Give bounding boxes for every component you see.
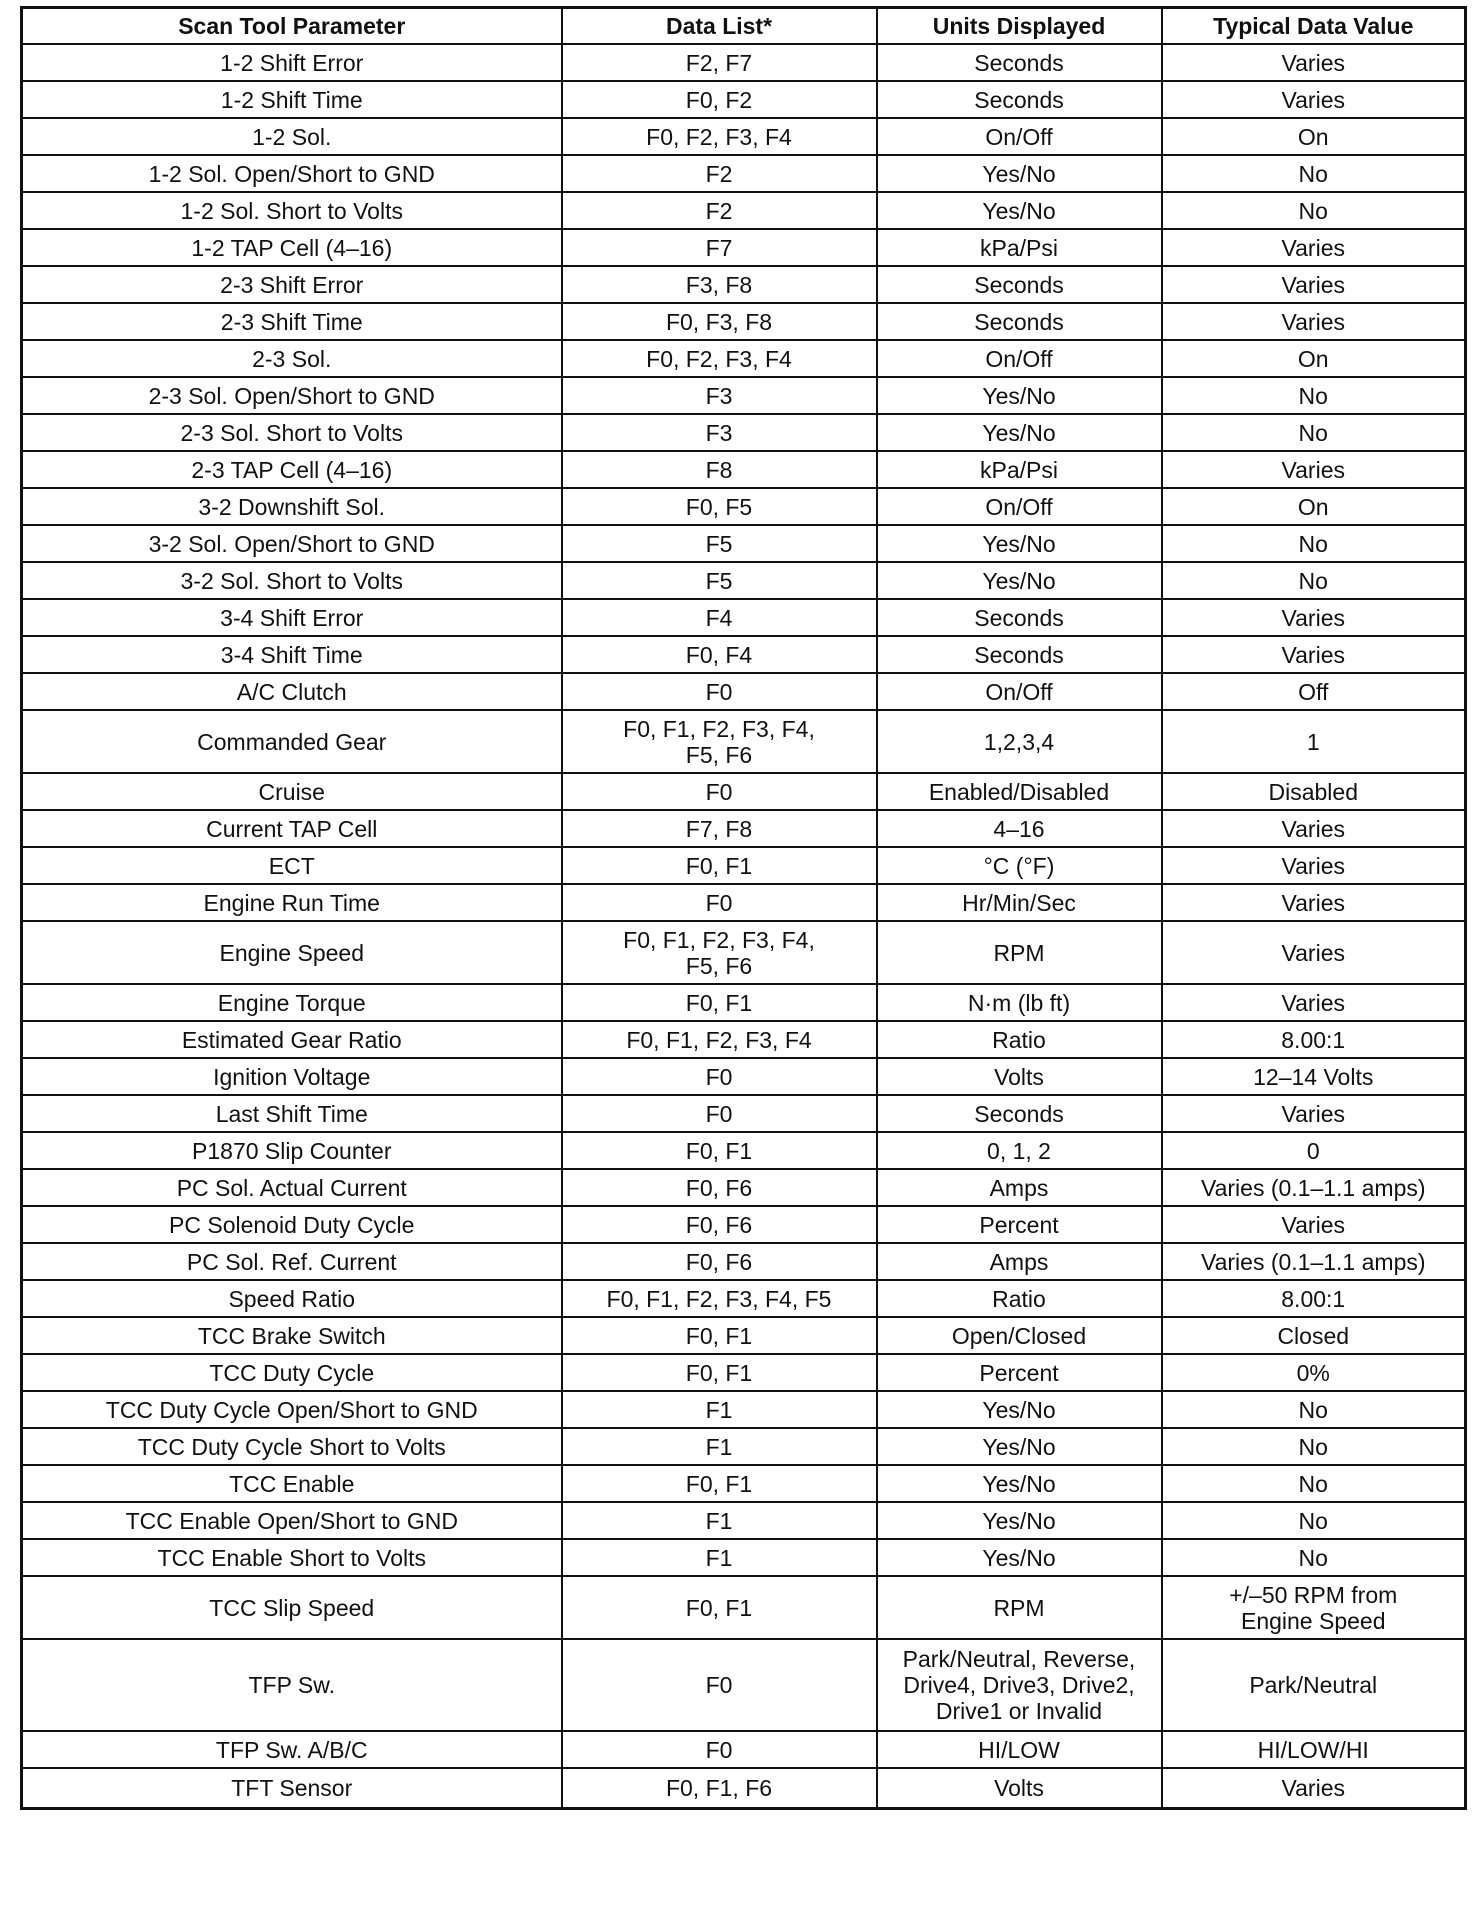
data-list-cell: F0 [562, 1731, 877, 1768]
table-row [22, 921, 1466, 984]
typical-value-cell: 8.00:1 [1162, 1021, 1466, 1058]
units-cell: Seconds [877, 303, 1162, 340]
data-list-cell: F3, F8 [562, 266, 877, 303]
typical-value-cell: +/–50 RPM from Engine Speed [1162, 1576, 1466, 1639]
parameter-cell: TCC Brake Switch [22, 1317, 562, 1354]
table-row [22, 414, 1466, 451]
units-cell: Yes/No [877, 1539, 1162, 1576]
data-list-cell: F1 [562, 1391, 877, 1428]
units-cell: 4–16 [877, 810, 1162, 847]
table-row [22, 810, 1466, 847]
typical-value-cell: On [1162, 488, 1466, 525]
parameter-cell: TFT Sensor [22, 1768, 562, 1809]
parameter-cell: 3-2 Sol. Short to Volts [22, 562, 562, 599]
units-cell: Yes/No [877, 155, 1162, 192]
table-row [22, 1428, 1466, 1465]
typical-value-cell: Varies [1162, 81, 1466, 118]
units-cell: Amps [877, 1243, 1162, 1280]
typical-value-cell: No [1162, 1391, 1466, 1428]
table-row [22, 192, 1466, 229]
table-row [22, 488, 1466, 525]
typical-value-cell: No [1162, 1539, 1466, 1576]
parameter-cell: 1-2 Shift Time [22, 81, 562, 118]
parameter-cell: TCC Slip Speed [22, 1576, 562, 1639]
data-list-cell: F5 [562, 562, 877, 599]
units-cell: Enabled/Disabled [877, 773, 1162, 810]
data-list-cell: F0, F6 [562, 1206, 877, 1243]
data-list-cell: F1 [562, 1428, 877, 1465]
parameter-cell: 3-4 Shift Error [22, 599, 562, 636]
typical-value-cell: Varies (0.1–1.1 amps) [1162, 1243, 1466, 1280]
table-row [22, 1206, 1466, 1243]
table-row [22, 1095, 1466, 1132]
table-row [22, 1502, 1466, 1539]
units-cell: Yes/No [877, 1502, 1162, 1539]
typical-value-cell: No [1162, 155, 1466, 192]
data-list-cell: F0, F1 [562, 1354, 877, 1391]
table-row [22, 451, 1466, 488]
data-list-cell: F0, F1 [562, 984, 877, 1021]
typical-value-cell: Varies [1162, 303, 1466, 340]
units-cell: Hr/Min/Sec [877, 884, 1162, 921]
typical-value-cell: No [1162, 192, 1466, 229]
table-row [22, 1021, 1466, 1058]
typical-value-cell: Varies [1162, 1095, 1466, 1132]
table-row [22, 1639, 1466, 1731]
data-list-cell: F0, F1, F6 [562, 1768, 877, 1809]
parameter-cell: Ignition Voltage [22, 1058, 562, 1095]
typical-value-cell: 0% [1162, 1354, 1466, 1391]
typical-value-cell: Varies [1162, 636, 1466, 673]
typical-value-cell: Disabled [1162, 773, 1466, 810]
table-row [22, 1576, 1466, 1639]
table-row [22, 1465, 1466, 1502]
units-cell: Ratio [877, 1021, 1162, 1058]
data-list-cell: F0, F3, F8 [562, 303, 877, 340]
header-data-list: Data List* [562, 8, 877, 45]
parameter-cell: 3-2 Sol. Open/Short to GND [22, 525, 562, 562]
data-list-cell: F8 [562, 451, 877, 488]
parameter-cell: Commanded Gear [22, 710, 562, 773]
typical-value-cell: Varies [1162, 266, 1466, 303]
parameter-cell: TCC Enable Short to Volts [22, 1539, 562, 1576]
typical-value-cell: Varies [1162, 44, 1466, 81]
data-list-cell: F5 [562, 525, 877, 562]
parameter-cell: 2-3 Shift Time [22, 303, 562, 340]
table-row [22, 710, 1466, 773]
typical-value-cell: 12–14 Volts [1162, 1058, 1466, 1095]
units-cell: On/Off [877, 118, 1162, 155]
table-row [22, 1731, 1466, 1768]
data-list-cell: F7, F8 [562, 810, 877, 847]
table-row [22, 1354, 1466, 1391]
typical-value-cell: On [1162, 340, 1466, 377]
parameter-cell: PC Solenoid Duty Cycle [22, 1206, 562, 1243]
units-cell: Ratio [877, 1280, 1162, 1317]
parameter-cell: A/C Clutch [22, 673, 562, 710]
units-cell: Volts [877, 1768, 1162, 1809]
data-list-cell: F0, F1 [562, 1132, 877, 1169]
units-cell: N·m (lb ft) [877, 984, 1162, 1021]
parameter-cell: TCC Enable [22, 1465, 562, 1502]
parameter-cell: 2-3 Shift Error [22, 266, 562, 303]
data-list-cell: F0, F2 [562, 81, 877, 118]
table-row [22, 1132, 1466, 1169]
units-cell: Volts [877, 1058, 1162, 1095]
typical-value-cell: Varies [1162, 451, 1466, 488]
units-cell: Yes/No [877, 525, 1162, 562]
units-cell: kPa/Psi [877, 229, 1162, 266]
typical-value-cell: 0 [1162, 1132, 1466, 1169]
parameter-cell: 2-3 TAP Cell (4–16) [22, 451, 562, 488]
typical-value-cell: Varies (0.1–1.1 amps) [1162, 1169, 1466, 1206]
table-row [22, 673, 1466, 710]
table-row [22, 1280, 1466, 1317]
table-row [22, 303, 1466, 340]
table-row [22, 599, 1466, 636]
header-units-displayed: Units Displayed [877, 8, 1162, 45]
parameter-cell: Engine Run Time [22, 884, 562, 921]
table-row [22, 1539, 1466, 1576]
typical-value-cell: No [1162, 525, 1466, 562]
table-body [22, 44, 1466, 1809]
units-cell: On/Off [877, 488, 1162, 525]
data-list-cell: F2, F7 [562, 44, 877, 81]
typical-value-cell: Varies [1162, 1768, 1466, 1809]
scan-tool-data-table [20, 6, 1467, 1810]
typical-value-cell: No [1162, 1502, 1466, 1539]
units-cell: Seconds [877, 266, 1162, 303]
typical-value-cell: Varies [1162, 921, 1466, 984]
data-list-cell: F0, F1 [562, 1317, 877, 1354]
table-row [22, 636, 1466, 673]
typical-value-cell: No [1162, 562, 1466, 599]
data-list-cell: F3 [562, 414, 877, 451]
units-cell: °C (°F) [877, 847, 1162, 884]
parameter-cell: TCC Enable Open/Short to GND [22, 1502, 562, 1539]
typical-value-cell: No [1162, 1428, 1466, 1465]
table-row [22, 1243, 1466, 1280]
typical-value-cell: No [1162, 377, 1466, 414]
table-row [22, 884, 1466, 921]
table-row [22, 1391, 1466, 1428]
units-cell: HI/LOW [877, 1731, 1162, 1768]
data-list-cell: F0 [562, 1095, 877, 1132]
parameter-cell: 2-3 Sol. [22, 340, 562, 377]
data-list-cell: F0, F1, F2, F3, F4, F5, F6 [562, 921, 877, 984]
table-row [22, 525, 1466, 562]
units-cell: Yes/No [877, 414, 1162, 451]
data-list-cell: F1 [562, 1539, 877, 1576]
data-list-cell: F2 [562, 155, 877, 192]
units-cell: Seconds [877, 81, 1162, 118]
parameter-cell: PC Sol. Ref. Current [22, 1243, 562, 1280]
typical-value-cell: 1 [1162, 710, 1466, 773]
table-row [22, 1058, 1466, 1095]
parameter-cell: TFP Sw. [22, 1639, 562, 1731]
parameter-cell: 1-2 TAP Cell (4–16) [22, 229, 562, 266]
parameter-cell: 1-2 Sol. [22, 118, 562, 155]
parameter-cell: Current TAP Cell [22, 810, 562, 847]
units-cell: Seconds [877, 44, 1162, 81]
data-list-cell: F0, F1 [562, 1576, 877, 1639]
table-row [22, 562, 1466, 599]
data-list-cell: F0 [562, 1639, 877, 1731]
data-list-cell: F1 [562, 1502, 877, 1539]
typical-value-cell: Varies [1162, 884, 1466, 921]
units-cell: Yes/No [877, 377, 1162, 414]
table-row [22, 377, 1466, 414]
data-list-cell: F4 [562, 599, 877, 636]
units-cell: 0, 1, 2 [877, 1132, 1162, 1169]
data-list-cell: F7 [562, 229, 877, 266]
parameter-cell: 1-2 Sol. Open/Short to GND [22, 155, 562, 192]
parameter-cell: TCC Duty Cycle Short to Volts [22, 1428, 562, 1465]
parameter-cell: Last Shift Time [22, 1095, 562, 1132]
units-cell: Park/Neutral, Reverse, Drive4, Drive3, Drive2, Drive1 or Invalid [877, 1639, 1162, 1731]
typical-value-cell: Varies [1162, 810, 1466, 847]
table-row [22, 44, 1466, 81]
typical-value-cell: Off [1162, 673, 1466, 710]
units-cell: Seconds [877, 636, 1162, 673]
units-cell: RPM [877, 1576, 1162, 1639]
table-row [22, 847, 1466, 884]
header-typical-data-value: Typical Data Value [1162, 8, 1466, 45]
data-list-cell: F0 [562, 673, 877, 710]
table-row [22, 1169, 1466, 1206]
data-list-cell: F0, F6 [562, 1169, 877, 1206]
table-row [22, 1317, 1466, 1354]
data-list-cell: F0, F4 [562, 636, 877, 673]
table-row [22, 81, 1466, 118]
typical-value-cell: 8.00:1 [1162, 1280, 1466, 1317]
table-row [22, 340, 1466, 377]
units-cell: On/Off [877, 673, 1162, 710]
parameter-cell: Speed Ratio [22, 1280, 562, 1317]
data-list-cell: F0, F1, F2, F3, F4, F5 [562, 1280, 877, 1317]
data-list-cell: F0, F1 [562, 847, 877, 884]
data-list-cell: F0, F5 [562, 488, 877, 525]
units-cell: 1,2,3,4 [877, 710, 1162, 773]
table-row [22, 984, 1466, 1021]
typical-value-cell: Closed [1162, 1317, 1466, 1354]
header-scan-tool-parameter: Scan Tool Parameter [22, 8, 562, 45]
parameter-cell: 1-2 Sol. Short to Volts [22, 192, 562, 229]
parameter-cell: 3-4 Shift Time [22, 636, 562, 673]
units-cell: Yes/No [877, 562, 1162, 599]
data-list-cell: F0 [562, 884, 877, 921]
parameter-cell: 2-3 Sol. Open/Short to GND [22, 377, 562, 414]
parameter-cell: Cruise [22, 773, 562, 810]
units-cell: Open/Closed [877, 1317, 1162, 1354]
parameter-cell: ECT [22, 847, 562, 884]
data-list-cell: F0, F1, F2, F3, F4 [562, 1021, 877, 1058]
parameter-cell: Engine Torque [22, 984, 562, 1021]
table-row [22, 229, 1466, 266]
units-cell: RPM [877, 921, 1162, 984]
parameter-cell: TCC Duty Cycle [22, 1354, 562, 1391]
typical-value-cell: Park/Neutral [1162, 1639, 1466, 1731]
units-cell: Yes/No [877, 1391, 1162, 1428]
data-list-cell: F0, F2, F3, F4 [562, 340, 877, 377]
units-cell: Yes/No [877, 1465, 1162, 1502]
units-cell: On/Off [877, 340, 1162, 377]
data-list-cell: F0, F6 [562, 1243, 877, 1280]
units-cell: Amps [877, 1169, 1162, 1206]
table-row [22, 266, 1466, 303]
data-list-cell: F2 [562, 192, 877, 229]
typical-value-cell: No [1162, 1465, 1466, 1502]
units-cell: Seconds [877, 599, 1162, 636]
typical-value-cell: On [1162, 118, 1466, 155]
typical-value-cell: HI/LOW/HI [1162, 1731, 1466, 1768]
units-cell: Percent [877, 1354, 1162, 1391]
data-list-cell: F0, F2, F3, F4 [562, 118, 877, 155]
typical-value-cell: Varies [1162, 1206, 1466, 1243]
units-cell: Percent [877, 1206, 1162, 1243]
parameter-cell: Estimated Gear Ratio [22, 1021, 562, 1058]
units-cell: Seconds [877, 1095, 1162, 1132]
data-list-cell: F0 [562, 773, 877, 810]
parameter-cell: Engine Speed [22, 921, 562, 984]
table-row [22, 155, 1466, 192]
typical-value-cell: Varies [1162, 229, 1466, 266]
units-cell: Yes/No [877, 192, 1162, 229]
table-row [22, 118, 1466, 155]
parameter-cell: 1-2 Shift Error [22, 44, 562, 81]
parameter-cell: TCC Duty Cycle Open/Short to GND [22, 1391, 562, 1428]
data-list-cell: F0 [562, 1058, 877, 1095]
parameter-cell: 3-2 Downshift Sol. [22, 488, 562, 525]
typical-value-cell: Varies [1162, 847, 1466, 884]
data-list-cell: F0, F1, F2, F3, F4, F5, F6 [562, 710, 877, 773]
typical-value-cell: Varies [1162, 984, 1466, 1021]
units-cell: kPa/Psi [877, 451, 1162, 488]
typical-value-cell: No [1162, 414, 1466, 451]
parameter-cell: 2-3 Sol. Short to Volts [22, 414, 562, 451]
parameter-cell: TFP Sw. A/B/C [22, 1731, 562, 1768]
units-cell: Yes/No [877, 1428, 1162, 1465]
typical-value-cell: Varies [1162, 599, 1466, 636]
table-header-row [22, 8, 1466, 45]
data-list-cell: F0, F1 [562, 1465, 877, 1502]
data-list-cell: F3 [562, 377, 877, 414]
table-row [22, 1768, 1466, 1809]
table-row [22, 773, 1466, 810]
parameter-cell: P1870 Slip Counter [22, 1132, 562, 1169]
parameter-cell: PC Sol. Actual Current [22, 1169, 562, 1206]
